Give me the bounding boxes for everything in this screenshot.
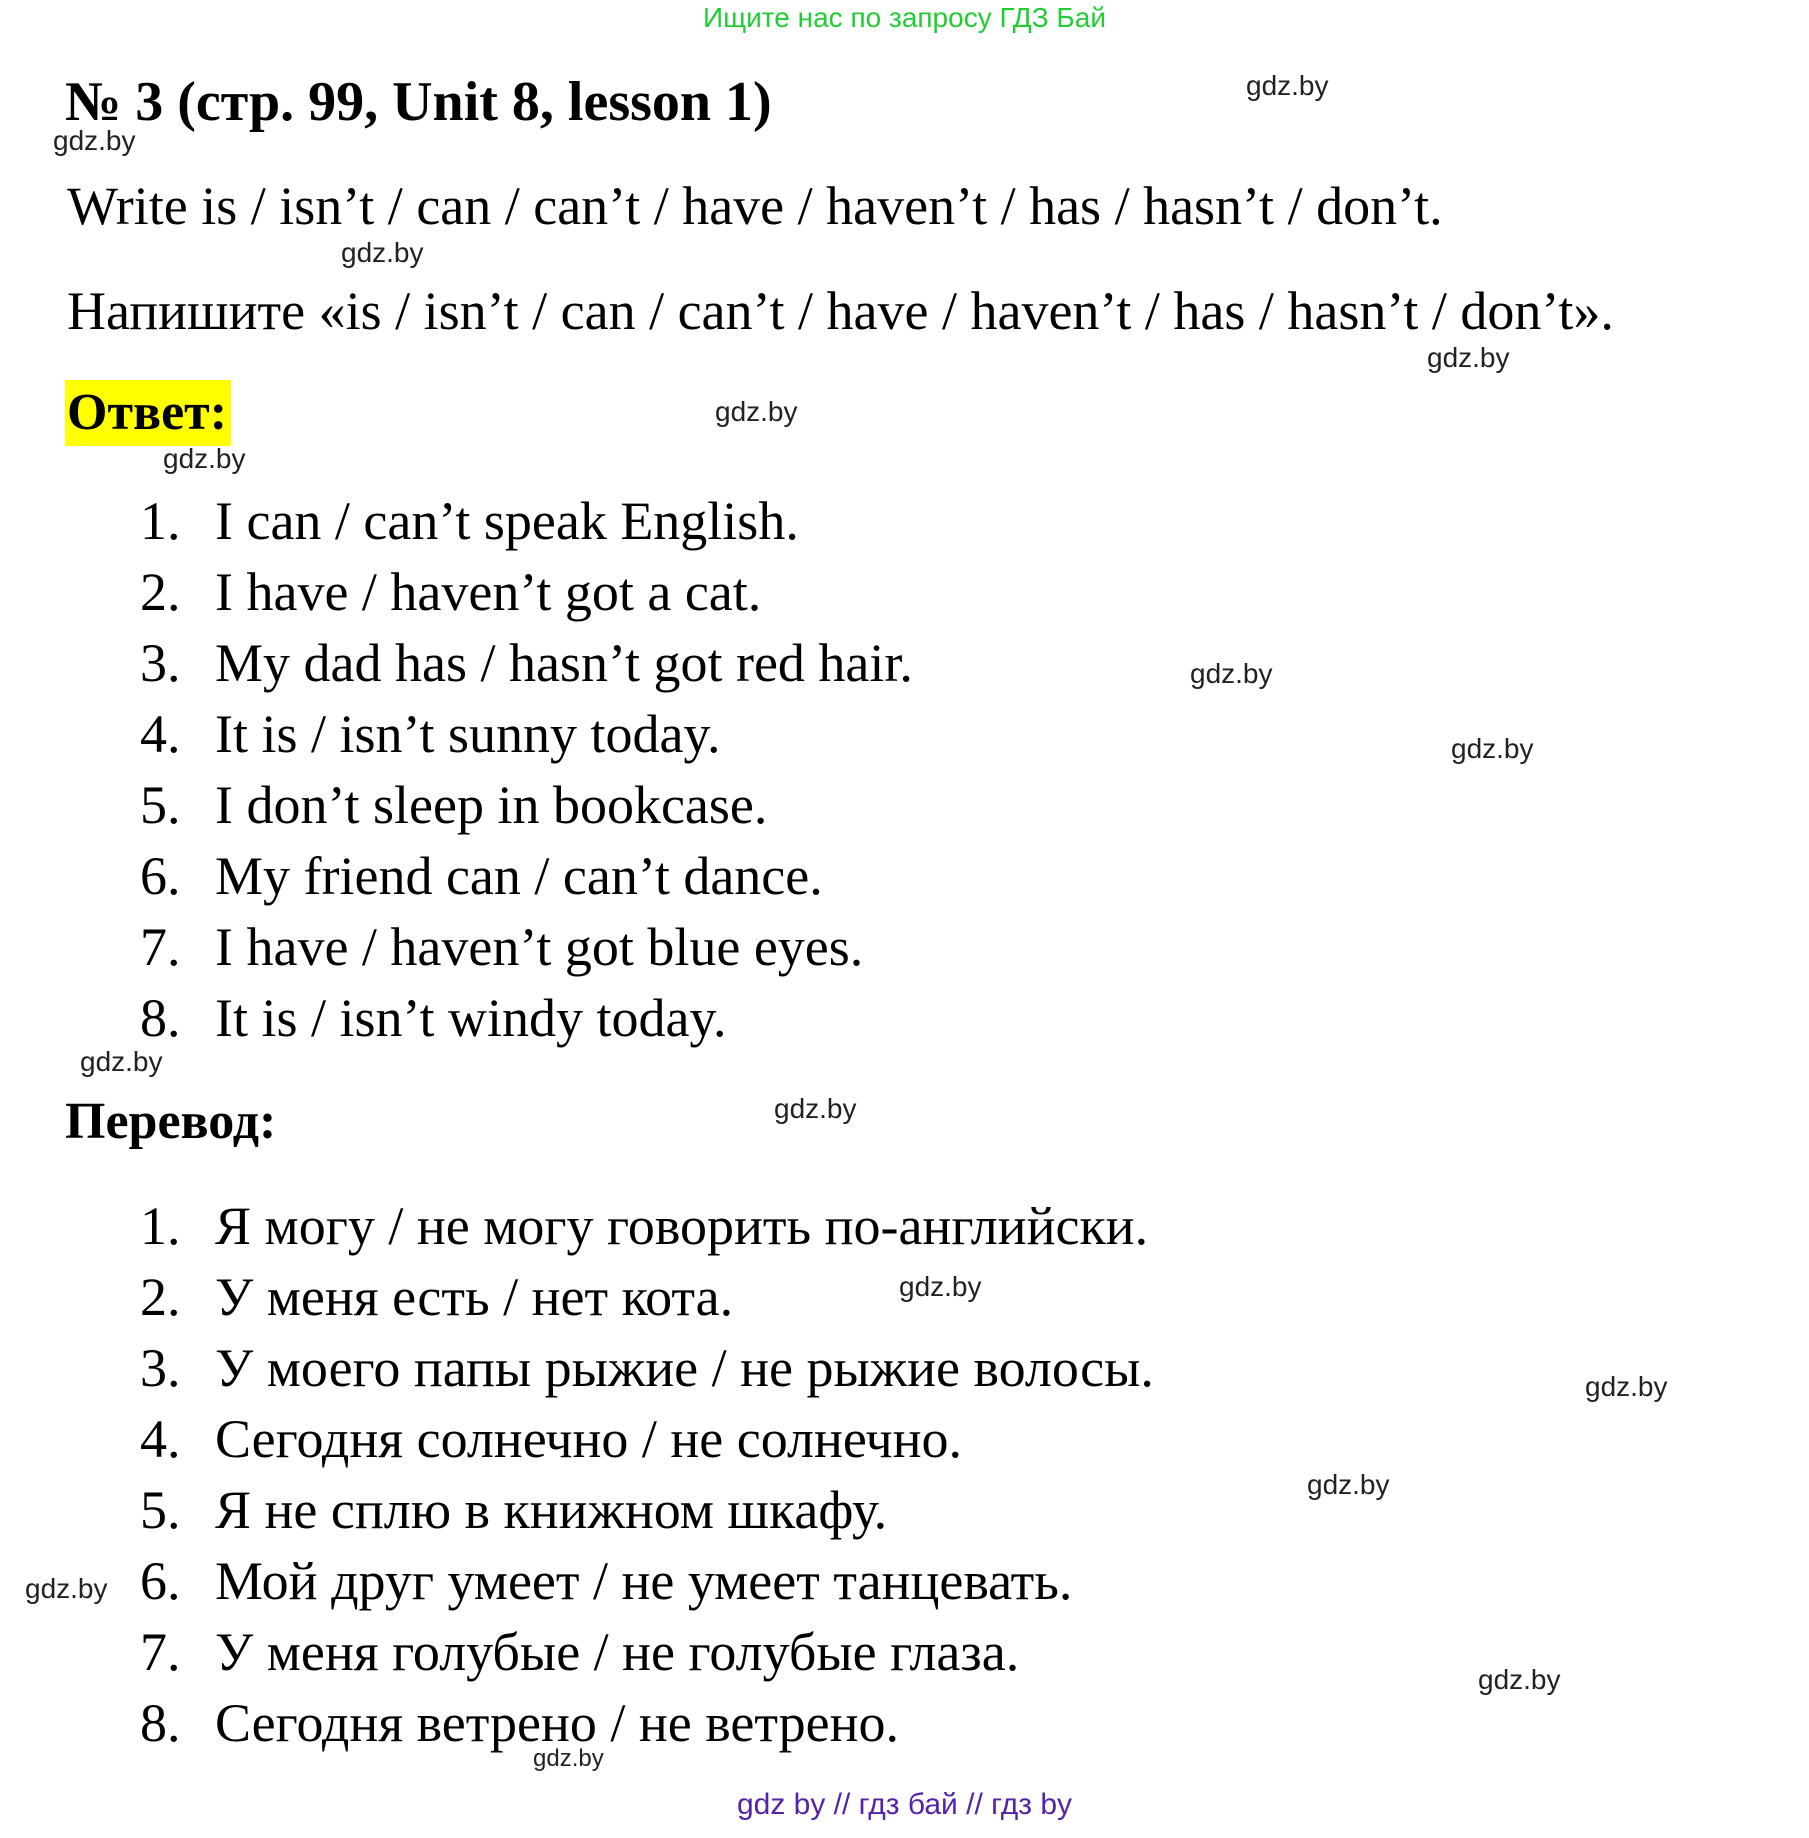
watermark: gdz.by — [25, 1573, 108, 1604]
list-item: 8. Сегодня ветрено / не ветрено. — [140, 1693, 900, 1753]
watermark: gdz.by — [533, 1745, 604, 1772]
list-item: 6. My friend can / can’t dance. — [140, 846, 823, 906]
list-item: 7. I have / haven’t got blue eyes. — [140, 917, 864, 977]
watermark: gdz.by — [899, 1271, 982, 1302]
list-item: 5. I don’t sleep in bookcase. — [140, 775, 768, 835]
footer-links: gdz by // гдз бай // гдз by — [736, 1788, 1073, 1821]
watermark: gdz.by — [715, 396, 798, 427]
watermark: gdz.by — [53, 125, 136, 156]
watermark: gdz.by — [163, 443, 246, 474]
watermark: gdz.by — [1190, 658, 1273, 689]
top-banner: Ищите нас по запросу ГДЗ Бай — [702, 2, 1107, 33]
list-item: 4. Сегодня солнечно / не солнечно. — [140, 1409, 963, 1469]
task-instruction-english: Write is / isn’t / can / can’t / have / haven’t / has / hasn’t / don’t. — [67, 176, 1443, 236]
answers-list — [140, 486, 913, 1054]
watermark: gdz.by — [1307, 1469, 1390, 1500]
list-item: 4. It is / isn’t sunny today. — [140, 704, 721, 764]
list-item: 3. My dad has / hasn’t got red hair. — [140, 633, 913, 693]
list-item: 5. Я не сплю в книжном шкафу. — [140, 1480, 888, 1540]
watermark: gdz.by — [1427, 342, 1510, 373]
list-item: 2. У меня есть / нет кота. — [140, 1267, 734, 1327]
translations-list — [140, 1191, 1154, 1759]
list-item: 6. Мой друг умеет / не умеет танцевать. — [140, 1551, 1073, 1611]
list-item: 3. У моего папы рыжие / не рыжие волосы. — [140, 1338, 1154, 1398]
task-instruction-russian: Напишите «is / isn’t / can / can’t / have / haven’t / has / hasn’t / don’t». — [67, 281, 1614, 341]
list-item: 2. I have / haven’t got a cat. — [140, 562, 762, 622]
translation-heading: Перевод: — [65, 1093, 277, 1150]
list-item: 7. У меня голубые / не голубые глаза. — [140, 1622, 1020, 1682]
watermark: gdz.by — [1451, 733, 1534, 764]
page-title: № 3 (стр. 99, Unit 8, lesson 1) — [65, 71, 772, 133]
list-item: 1. I can / can’t speak English. — [140, 491, 799, 551]
watermark: gdz.by — [341, 237, 424, 268]
watermark: gdz.by — [1478, 1664, 1561, 1695]
answer-heading: Ответ: — [65, 380, 231, 446]
watermark: gdz.by — [774, 1093, 857, 1124]
watermark: gdz.by — [80, 1046, 163, 1077]
list-item: 8. It is / isn’t windy today. — [140, 988, 727, 1048]
watermark: gdz.by — [1246, 70, 1329, 101]
watermark: gdz.by — [1585, 1371, 1668, 1402]
list-item: 1. Я могу / не могу говорить по-английски. — [140, 1196, 1149, 1256]
